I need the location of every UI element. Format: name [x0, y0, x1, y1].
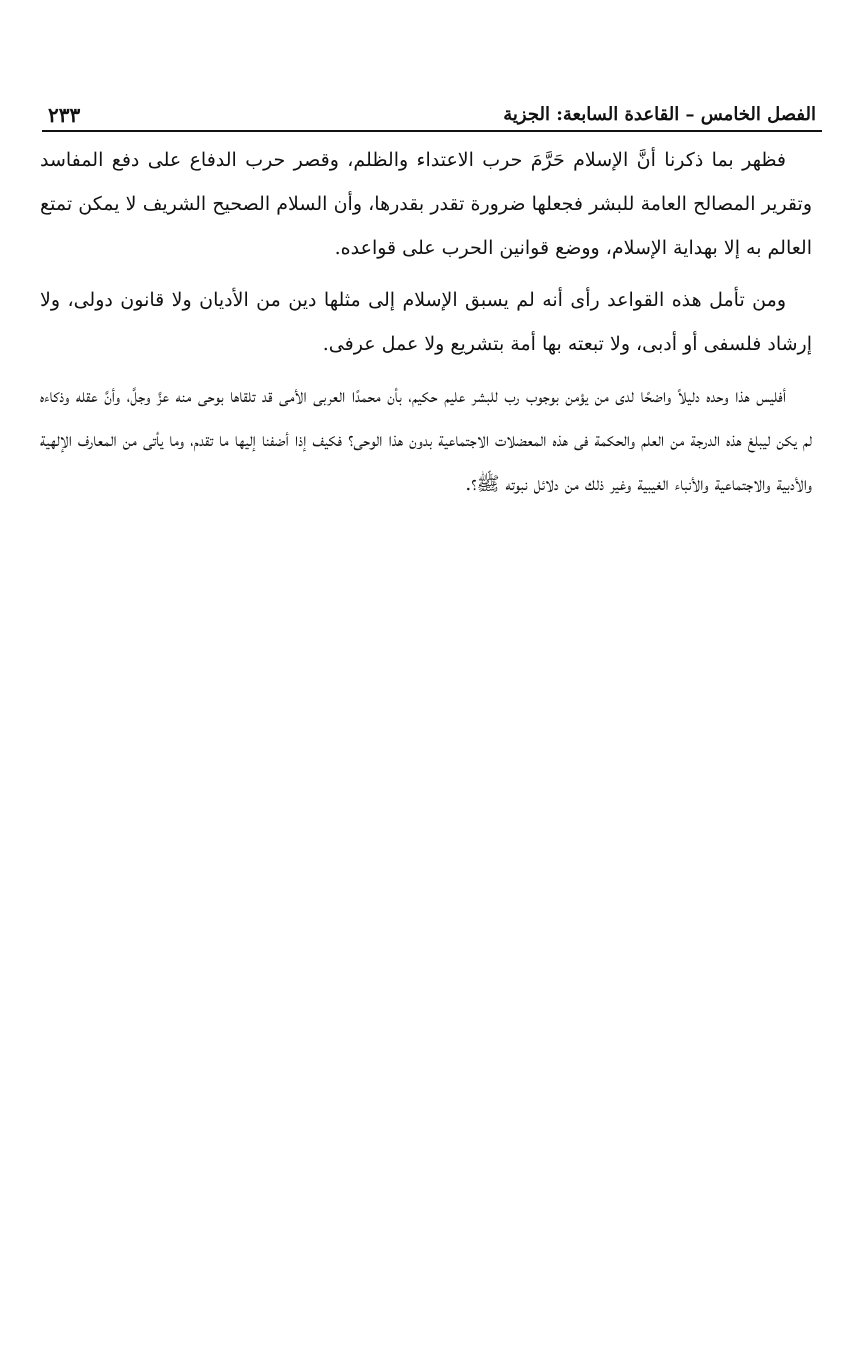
body-text — [40, 138, 812, 514]
paragraph-2: ومن تأمل هذه القواعد رأى أنه لم يسبق الإسلام إلى مثلها دين من الأديان ولا قانون دولى، ولا إرشاد فلسفى أو أدبى، ولا تبعته بها أمة بتشريع ولا عمل عرفى. — [40, 289, 812, 355]
running-title: الفصل الخامس – القاعدة السابعة: الجزية — [503, 104, 816, 125]
page-number: ٢٣٣ — [48, 103, 81, 127]
paragraph-3: أفليس هذا وحده دليلاً واضحًا لدى من يؤمن بوجوب رب للبشر عليم حكيم، بأن محمدًا العربى الأمى قد تلقاها بوحى منه عزَّ وجلَّ، وأنَّ عقله وذكاءه لم يكن ليبلغ هذه الدرجة من العلم والحكمة فى هذه المعضلات الاجتماعية بدون هذا الوحى؟ فكيف إذا أضفنا إليها ما تقدم، وما يأتى من المعارف الإلهية والأدبية والاجتماعية والأنباء الغيبية وغير ذلك من دلائل نبوته ﷺ؟. — [40, 385, 812, 495]
paragraph-1: فظهر بما ذكرنا أنَّ الإسلام حَرَّمَ حرب الاعتداء والظلم، وقصر حرب الدفاع على دفع المفاسد وتقرير المصالح العامة للبشر فجعلها ضرورة تقدر بقدرها، وأن السلام الصحيح الشريف لا يمكن تمتع العالم به إلا بهداية الإسلام، ووضع قوانين الحرب على قواعده. — [40, 149, 812, 259]
header-divider — [42, 130, 822, 132]
running-header — [42, 84, 822, 128]
